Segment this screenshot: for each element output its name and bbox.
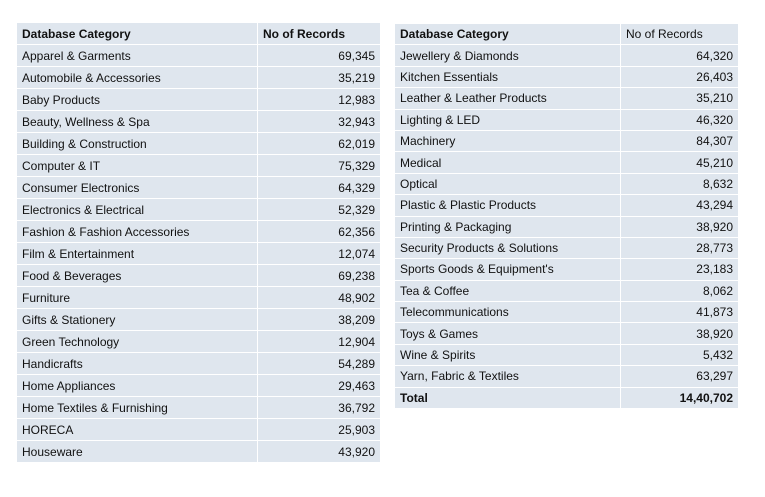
category-cell: Gifts & Stationery: [17, 309, 258, 331]
table-row: [17, 199, 380, 221]
table-row: [395, 323, 738, 344]
category-cell: Building & Construction: [17, 133, 258, 155]
total-value: 14,40,702: [621, 387, 739, 408]
table-row: [395, 344, 738, 365]
category-cell: Home Textiles & Furnishing: [17, 397, 258, 419]
table-row: [395, 109, 738, 130]
records-cell: 64,320: [621, 45, 739, 66]
records-cell: 32,943: [258, 111, 381, 133]
records-cell: 38,209: [258, 309, 381, 331]
category-cell: Plastic & Plastic Products: [395, 195, 621, 216]
category-cell: Baby Products: [17, 89, 258, 111]
records-cell: 62,356: [258, 221, 381, 243]
table-row: [395, 195, 738, 216]
table-row: [395, 130, 738, 151]
table-row: [395, 237, 738, 258]
records-cell: 63,297: [621, 366, 739, 387]
records-cell: 52,329: [258, 199, 381, 221]
category-cell: Toys & Games: [395, 323, 621, 344]
records-cell: 5,432: [621, 344, 739, 365]
table-row: [395, 88, 738, 109]
category-cell: Leather & Leather Products: [395, 88, 621, 109]
column-header-records: No of Records: [621, 24, 739, 45]
table-row: [17, 375, 380, 397]
records-cell: 38,920: [621, 323, 739, 344]
table-row: [17, 111, 380, 133]
category-cell: Beauty, Wellness & Spa: [17, 111, 258, 133]
records-cell: 84,307: [621, 130, 739, 151]
category-cell: Electronics & Electrical: [17, 199, 258, 221]
records-cell: 12,904: [258, 331, 381, 353]
left-records-table: [17, 23, 380, 463]
records-cell: 35,210: [621, 88, 739, 109]
records-cell: 69,345: [258, 45, 381, 67]
records-cell: 75,329: [258, 155, 381, 177]
table-row: [17, 331, 380, 353]
records-cell: 43,294: [621, 195, 739, 216]
table-row: [17, 221, 380, 243]
table-row: [17, 441, 380, 463]
category-cell: Houseware: [17, 441, 258, 463]
table-row: [395, 366, 738, 387]
records-cell: 64,329: [258, 177, 381, 199]
category-cell: Automobile & Accessories: [17, 67, 258, 89]
category-cell: Tea & Coffee: [395, 280, 621, 301]
table-row: [17, 287, 380, 309]
table-header-row: [395, 24, 738, 45]
records-cell: 41,873: [621, 302, 739, 323]
records-cell: 35,219: [258, 67, 381, 89]
total-row: [395, 387, 738, 408]
table-row: [17, 155, 380, 177]
table-row: [17, 67, 380, 89]
category-cell: Computer & IT: [17, 155, 258, 177]
records-cell: 62,019: [258, 133, 381, 155]
records-cell: 25,903: [258, 419, 381, 441]
category-cell: Telecommunications: [395, 302, 621, 323]
category-cell: Green Technology: [17, 331, 258, 353]
records-cell: 8,062: [621, 280, 739, 301]
table-row: [17, 45, 380, 67]
column-header-category: Database Category: [17, 23, 258, 45]
category-cell: Home Appliances: [17, 375, 258, 397]
records-cell: 46,320: [621, 109, 739, 130]
category-cell: Consumer Electronics: [17, 177, 258, 199]
table-row: [395, 66, 738, 87]
category-cell: Machinery: [395, 130, 621, 151]
category-cell: Handicrafts: [17, 353, 258, 375]
category-cell: Jewellery & Diamonds: [395, 45, 621, 66]
records-cell: 12,983: [258, 89, 381, 111]
table-row: [395, 259, 738, 280]
category-cell: Optical: [395, 173, 621, 194]
table-row: [17, 265, 380, 287]
records-cell: 38,920: [621, 216, 739, 237]
total-label: Total: [395, 387, 621, 408]
table-row: [17, 309, 380, 331]
table-row: [17, 89, 380, 111]
records-cell: 12,074: [258, 243, 381, 265]
table-row: [395, 302, 738, 323]
column-header-records: No of Records: [258, 23, 381, 45]
category-cell: Furniture: [17, 287, 258, 309]
table-header-row: [17, 23, 380, 45]
table-row: [395, 45, 738, 66]
table-row: [395, 280, 738, 301]
records-cell: 8,632: [621, 173, 739, 194]
table-row: [395, 216, 738, 237]
records-cell: 23,183: [621, 259, 739, 280]
table-row: [17, 177, 380, 199]
category-cell: Kitchen Essentials: [395, 66, 621, 87]
category-cell: Sports Goods & Equipment's: [395, 259, 621, 280]
table-row: [17, 133, 380, 155]
category-cell: Medical: [395, 152, 621, 173]
column-header-category: Database Category: [395, 24, 621, 45]
category-cell: Yarn, Fabric & Textiles: [395, 366, 621, 387]
records-cell: 48,902: [258, 287, 381, 309]
records-cell: 69,238: [258, 265, 381, 287]
records-cell: 26,403: [621, 66, 739, 87]
table-row: [395, 173, 738, 194]
category-cell: Wine & Spirits: [395, 344, 621, 365]
records-cell: 36,792: [258, 397, 381, 419]
records-cell: 54,289: [258, 353, 381, 375]
category-cell: Apparel & Garments: [17, 45, 258, 67]
table-row: [17, 243, 380, 265]
records-cell: 29,463: [258, 375, 381, 397]
table-row: [17, 397, 380, 419]
table-row: [17, 353, 380, 375]
category-cell: Food & Beverages: [17, 265, 258, 287]
records-cell: 28,773: [621, 237, 739, 258]
records-cell: 45,210: [621, 152, 739, 173]
table-row: [17, 419, 380, 441]
right-records-table: [395, 24, 738, 409]
category-cell: HORECA: [17, 419, 258, 441]
records-cell: 43,920: [258, 441, 381, 463]
category-cell: Film & Entertainment: [17, 243, 258, 265]
category-cell: Lighting & LED: [395, 109, 621, 130]
category-cell: Fashion & Fashion Accessories: [17, 221, 258, 243]
table-row: [395, 152, 738, 173]
category-cell: Security Products & Solutions: [395, 237, 621, 258]
category-cell: Printing & Packaging: [395, 216, 621, 237]
